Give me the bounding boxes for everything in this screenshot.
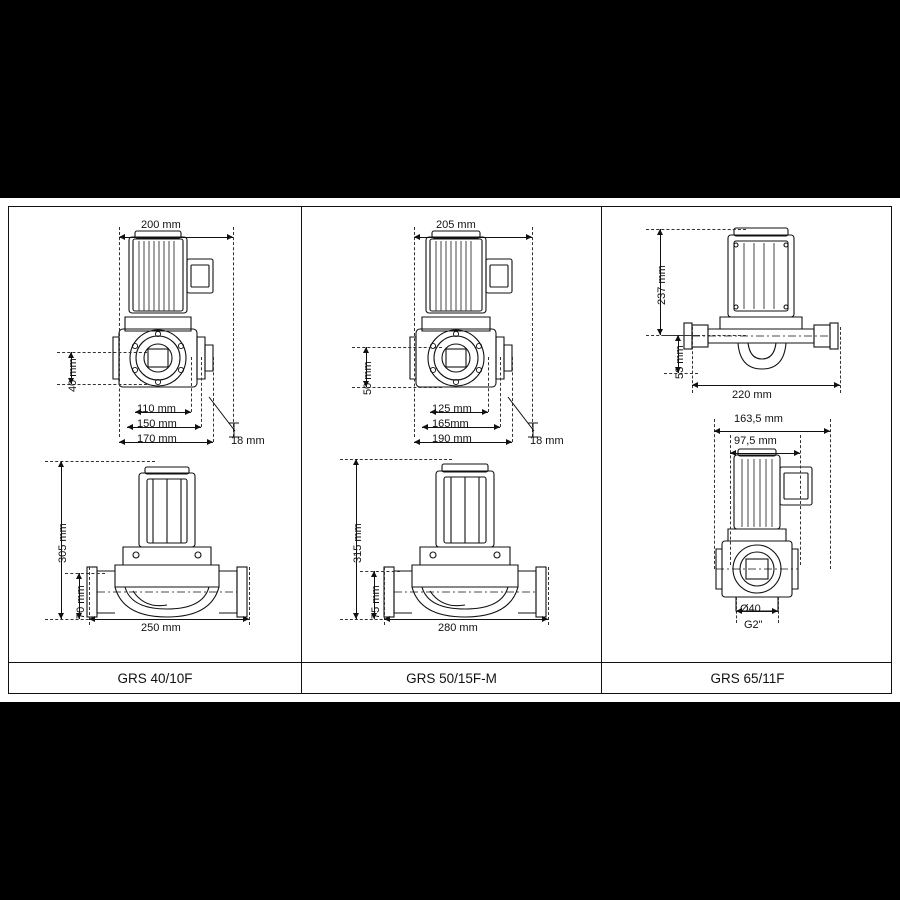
dim-200mm: 200 mm [141,219,181,231]
drawing-sheet [0,198,900,702]
panel-caption-1: GRS 40/10F [117,671,193,686]
panel-caption-2: GRS 50/15F-M [406,671,497,686]
panel-grs-50-15f-m [302,207,601,662]
dim-40mm: 40 mm [67,358,79,392]
dim-97-5mm: 97,5 mm [734,435,777,447]
dim-50mm: 50 mm [362,361,374,395]
dim-190mm: 190 mm [432,433,472,445]
dim-220mm: 220 mm [732,389,772,401]
dim-dia40: Ø40 [740,603,761,615]
dim-150mm: 150 mm [137,418,177,430]
dim-237mm: 237 mm [656,265,668,305]
dim-70mm: 70 mm [75,585,87,619]
dim-125mm: 125 mm [432,403,472,415]
dim-110mm: 110 mm [137,403,176,415]
pump-front-view-3 [712,441,842,631]
dim-163-5mm: 163,5 mm [734,413,783,425]
dim-315mm: 315 mm [352,523,364,563]
dim-18mm-2: 18 mm [530,435,564,447]
dim-280mm: 280 mm [438,622,478,634]
dim-170mm: 170 mm [137,433,177,445]
dim-165mm: 165mm [432,418,469,430]
panel-caption-3: GRS 65/11F [710,671,785,686]
panel-grs-65-11f [602,207,893,662]
panel-grs-40-10f [9,207,301,662]
pump-side-view-3 [672,223,862,393]
dim-g2: G2" [744,619,763,631]
pump-side-view-2 [376,455,576,630]
drawing-frame [8,206,892,694]
dim-305mm: 305 mm [57,523,69,563]
pump-side-view-1 [81,459,271,629]
dim-75mm: 75 mm [370,585,382,619]
dim-18mm: 18 mm [231,435,265,447]
dim-53mm: 53 mm [674,345,686,379]
dim-205mm: 205 mm [436,219,476,231]
dim-250mm: 250 mm [141,622,181,634]
